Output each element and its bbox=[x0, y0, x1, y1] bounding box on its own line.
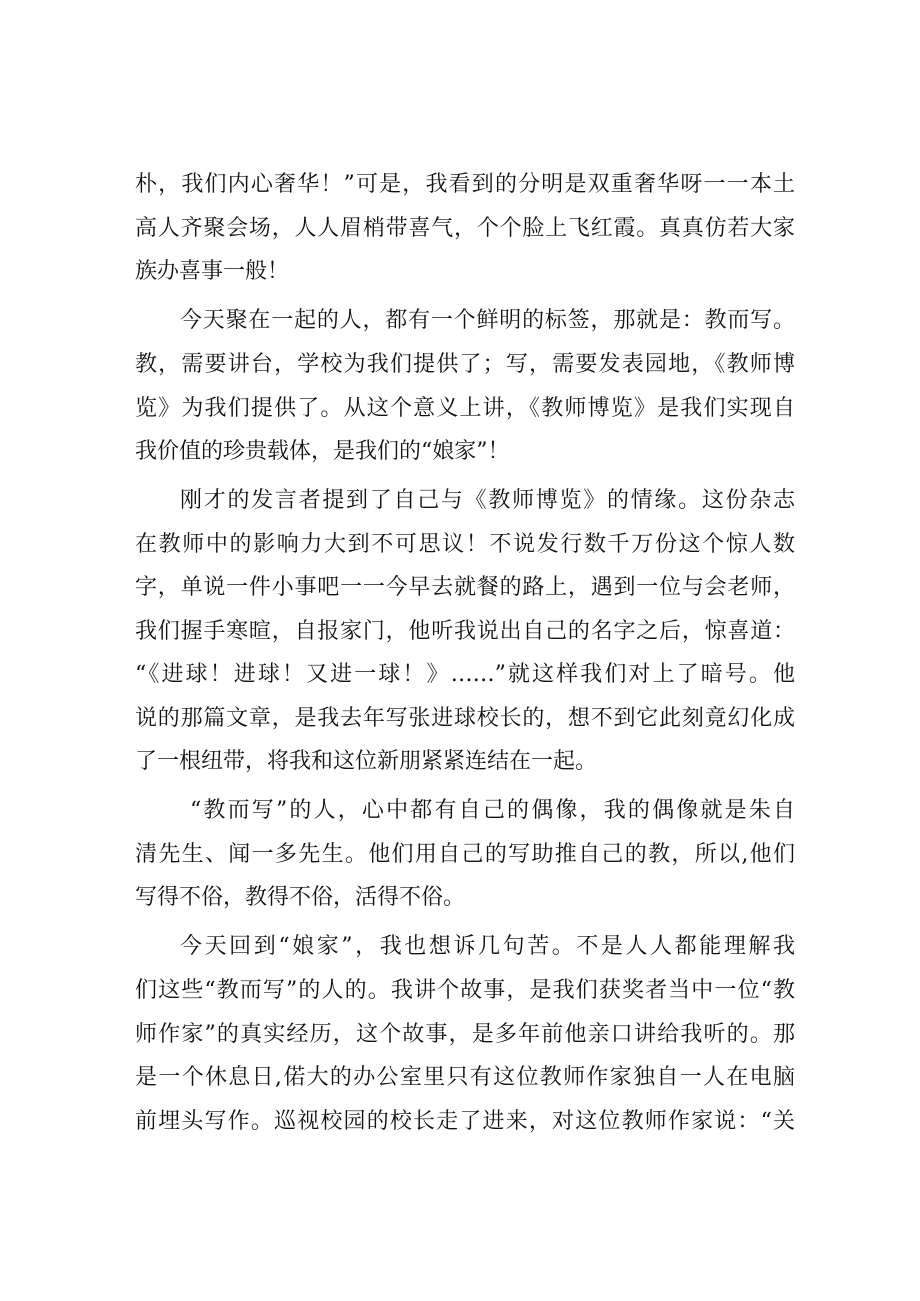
text-line: 族办喜事一般！ bbox=[135, 259, 290, 284]
text-line: 是一个休息日,偌大的办公室里只有这位教师作家独自一人在电脑 bbox=[135, 1065, 795, 1090]
text-line: 在教师中的影响力大到不可思议！不说发行数千万份这个惊人数 bbox=[135, 532, 795, 557]
text-line: “教而写”的人，心中都有自己的偶像，我的偶像就是朱自 bbox=[190, 798, 795, 823]
text-line: 字，单说一件小事吧一一今早去就餐的路上，遇到一位与会老师， bbox=[135, 575, 795, 600]
text-line: 前埋头写作。巡视校园的校长走了进来，对这位教师作家说：“关 bbox=[135, 1109, 795, 1134]
text-line: 今天回到“娘家”，我也想诉几句苦。不是人人都能理解我 bbox=[180, 934, 795, 959]
text-line: 高人齐聚会场，人人眉梢带喜气，个个脸上飞红霞。真真仿若大家 bbox=[135, 216, 795, 241]
text-line: 览》为我们提供了。从这个意义上讲，《教师博览》是我们实现自 bbox=[135, 396, 795, 421]
text-line: 我们握手寒暄，自报家门，他听我说出自己的名字之后，惊喜道： bbox=[135, 619, 795, 644]
text-line: 说的那篇文章，是我去年写张进球校长的，想不到它此刻竟幻化成 bbox=[135, 706, 795, 731]
text-line: 们这些“教而写”的人的。我讲个故事，是我们获奖者当中一位“教 bbox=[135, 978, 795, 1003]
text-line: 教，需要讲台，学校为我们提供了；写，需要发表园地，《教师博 bbox=[135, 352, 795, 377]
text-line: 了一根纽带，将我和这位新朋紧紧连结在一起。 bbox=[135, 749, 598, 774]
text-line: 今天聚在一起的人，都有一个鲜明的标签，那就是：教而写。 bbox=[180, 308, 795, 333]
text-line: 写得不俗，教得不俗，活得不俗。 bbox=[135, 885, 466, 910]
text-line: 师作家”的真实经历，这个故事，是多年前他亲口讲给我听的。那 bbox=[135, 1022, 795, 1047]
text-line: 清先生、闻一多先生。他们用自己的写助推自己的教，所以,他们 bbox=[135, 842, 795, 867]
text-line: “《进球！进球！又进一球！》……”就这样我们对上了暗号。他 bbox=[135, 662, 795, 687]
text-line: 刚才的发言者提到了自己与《教师博览》的情缘。这份杂志 bbox=[180, 488, 795, 513]
text-line: 朴，我们内心奢华！”可是，我看到的分明是双重奢华呀一一本土 bbox=[135, 172, 795, 197]
text-line: 我价值的珍贵载体，是我们的“娘家”！ bbox=[135, 439, 510, 464]
